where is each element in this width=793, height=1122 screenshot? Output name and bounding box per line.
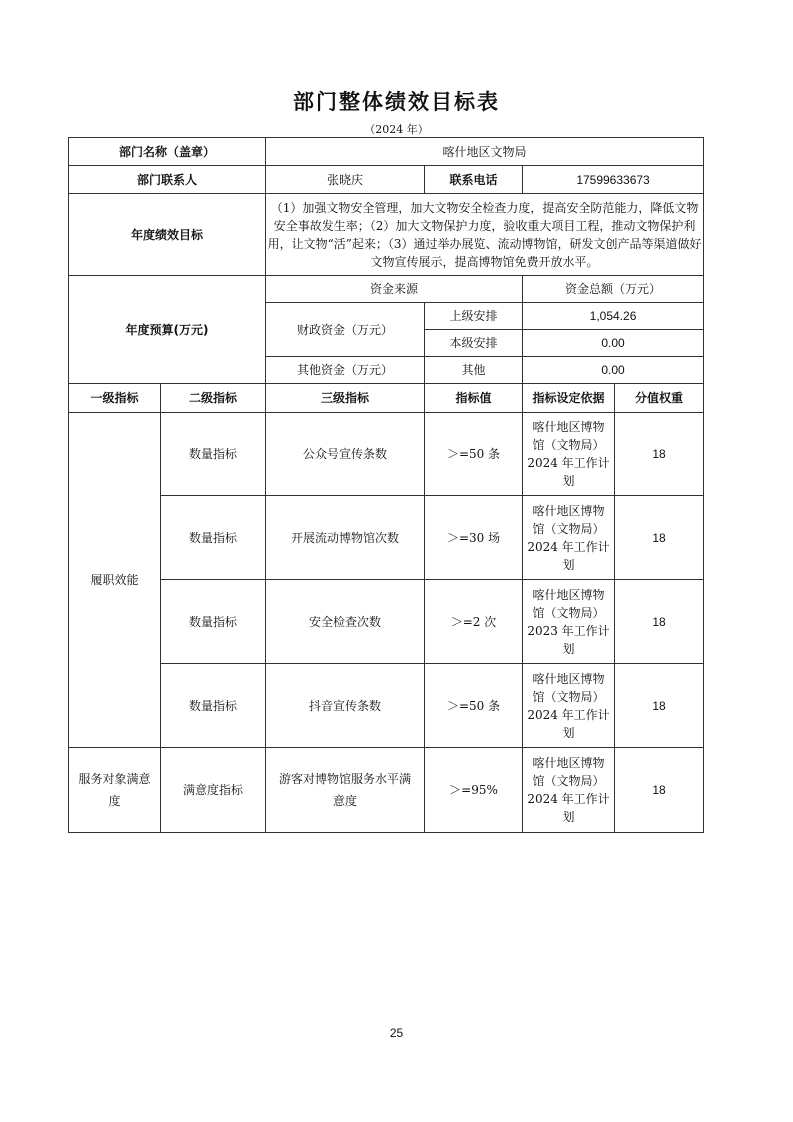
year-subtitle: （2024 年） [364, 123, 429, 136]
basis-line: 2024 年工作计 [527, 456, 610, 470]
basis-cell [523, 413, 615, 496]
value-cell: ＞=2 次 [425, 580, 523, 664]
dept-name-value: 喀什地区文物局 [266, 138, 704, 166]
fund-total-header: 资金总额（万元） [523, 276, 704, 303]
level3-cell: 安全检查次数 [266, 580, 425, 664]
budget-header-row [69, 276, 704, 303]
performance-table [68, 137, 704, 833]
dept-name-label: 部门名称（盖章） [69, 138, 266, 166]
goals-row [69, 194, 704, 276]
basis-line: 喀什地区博物 [532, 671, 605, 686]
other-fund-sub: 其他 [425, 357, 523, 384]
table-row [69, 664, 704, 748]
basis-line: 馆（文物局） [532, 605, 605, 620]
level2-cell: 数量指标 [161, 496, 266, 580]
level2-cell: 数量指标 [161, 580, 266, 664]
basis-line: 喀什地区博物 [532, 420, 605, 434]
basis-line: 划 [562, 641, 575, 656]
basis-line: 划 [562, 474, 575, 488]
level3-cell: 公众号宣传条数 [266, 413, 425, 496]
basis-cell [523, 748, 615, 833]
value-cell: ＞=95% [425, 748, 523, 833]
weight-cell: 18 [615, 664, 704, 748]
header-weight: 分值权重 [615, 384, 704, 413]
basis-line: 喀什地区博物 [532, 587, 605, 602]
basis-line: 2023 年工作计 [527, 623, 610, 638]
basis-line: 划 [562, 557, 575, 572]
header-basis: 指标设定依据 [523, 384, 615, 413]
indicator-header-row [69, 384, 704, 413]
value-cell: ＞=50 条 [425, 413, 523, 496]
basis-line: 馆（文物局） [532, 438, 605, 452]
dept-contact-row [69, 166, 704, 194]
header-level2: 二级指标 [161, 384, 266, 413]
header-value: 指标值 [425, 384, 523, 413]
dept-name-row [69, 138, 704, 166]
contact-label: 部门联系人 [69, 166, 266, 194]
level2-cell: 满意度指标 [161, 748, 266, 833]
level3-cell: 抖音宣传条数 [266, 664, 425, 748]
table-row [69, 580, 704, 664]
level3-cell: 游客对博物馆服务水平满意度 [266, 748, 425, 833]
level3-cell: 开展流动博物馆次数 [266, 496, 425, 580]
basis-line: 喀什地区博物 [532, 503, 605, 518]
basis-cell [523, 580, 615, 664]
fund-source-header: 资金来源 [266, 276, 523, 303]
basis-line: 喀什地区博物 [532, 756, 605, 770]
basis-line: 馆（文物局） [532, 521, 605, 536]
other-fund-value: 0.00 [523, 357, 704, 384]
phone-value: 17599633673 [523, 166, 704, 194]
level1-performance: 履职效能 [69, 413, 161, 748]
upper-alloc-label: 上级安排 [425, 303, 523, 330]
table-row [69, 748, 704, 833]
basis-line: 2024 年工作计 [527, 539, 610, 554]
local-alloc-label: 本级安排 [425, 330, 523, 357]
level2-cell: 数量指标 [161, 664, 266, 748]
weight-cell: 18 [615, 580, 704, 664]
page-number: 25 [389, 1026, 404, 1040]
level2-cell: 数量指标 [161, 413, 266, 496]
value-cell: ＞=30 场 [425, 496, 523, 580]
weight-cell: 18 [615, 496, 704, 580]
goals-text: （1）加强文物安全管理，加大文物安全检查力度，提高安全防范能力，降低文物安全事故发生率；（2）加大文物保护力度，验收重大项目工程，推动文物保护利用，让文物“活”起来；（3）通过举办展览、流动博物馆，研发文创产品等渠道做好文物宣传展示，提高博物馆免费开放水平。 [266, 194, 704, 276]
basis-line: 馆（文物局） [532, 774, 605, 788]
table-row [69, 496, 704, 580]
weight-cell: 18 [615, 748, 704, 833]
header-level3: 三级指标 [266, 384, 425, 413]
page-title: 部门整体绩效目标表 [293, 90, 500, 114]
header-level1: 一级指标 [69, 384, 161, 413]
fiscal-fund-label: 财政资金（万元） [266, 303, 425, 357]
budget-label: 年度预算(万元) [69, 276, 266, 384]
table-row [69, 413, 704, 496]
basis-line: 2024 年工作计 [527, 707, 610, 722]
basis-cell [523, 496, 615, 580]
value-cell: ＞=50 条 [425, 664, 523, 748]
phone-label: 联系电话 [425, 166, 523, 194]
local-alloc-value: 0.00 [523, 330, 704, 357]
level1-satisfaction: 服务对象满意度 [69, 748, 161, 833]
basis-cell [523, 664, 615, 748]
upper-alloc-value: 1,054.26 [523, 303, 704, 330]
basis-line: 馆（文物局） [532, 689, 605, 704]
weight-cell: 18 [615, 413, 704, 496]
goals-label: 年度绩效目标 [69, 194, 266, 276]
basis-line: 划 [562, 810, 575, 824]
basis-line: 划 [562, 725, 575, 740]
other-fund-label: 其他资金（万元） [266, 357, 425, 384]
contact-value: 张晓庆 [266, 166, 425, 194]
basis-line: 2024 年工作计 [527, 792, 610, 806]
